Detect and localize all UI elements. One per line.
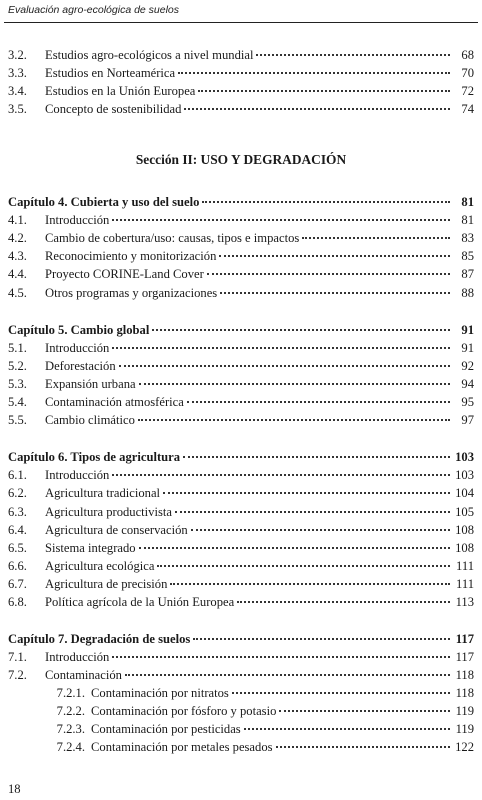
entry-page: 104: [455, 486, 474, 500]
dot-leader: [157, 553, 450, 567]
entry-title: Otros programas y organizaciones: [45, 286, 218, 300]
entry-title: Agricultura de conservación: [45, 523, 188, 537]
dot-leader: [191, 517, 450, 531]
entry-page: 97: [461, 413, 474, 427]
entry-page: 108: [455, 523, 474, 537]
entry-title: Contaminación por pesticidas: [91, 722, 241, 736]
entry-number: 4.5.: [8, 286, 27, 300]
entry-page: 94: [461, 377, 474, 391]
entry-number: 5.5.: [8, 413, 27, 427]
entry-title: Agricultura tradicional: [45, 486, 161, 500]
dot-leader: [237, 589, 450, 603]
entry-number: 3.5.: [8, 102, 27, 116]
dot-leader: [178, 60, 450, 74]
entry-number: 6.4.: [8, 523, 27, 537]
toc-subentry: [8, 737, 474, 755]
entry-number: 5.3.: [8, 377, 27, 391]
entry-number: 6.2.: [8, 486, 27, 500]
entry-number: 4.2.: [8, 231, 27, 245]
entry-page: 113: [455, 595, 474, 609]
entry-page: 118: [455, 668, 474, 682]
dot-leader: [276, 734, 450, 748]
entry-number: 6.8.: [8, 595, 27, 609]
entry-title: Contaminación por fósforo y potasio: [91, 704, 277, 718]
entry-title: Introducción: [45, 341, 110, 355]
dot-leader: [112, 644, 450, 658]
entry-number: 6.3.: [8, 505, 27, 519]
entry-number: 7.2.1.: [56, 686, 85, 700]
entry-number: 6.6.: [8, 559, 27, 573]
dot-leader: [125, 662, 450, 676]
chapter-title: Capítulo 6. Tipos de agricultura: [8, 450, 181, 464]
entry-page: 117: [455, 650, 474, 664]
entry-title: Estudios agro-ecológicos a nivel mundial: [45, 48, 254, 62]
dot-leader: [112, 207, 450, 221]
entry-page: 91: [461, 341, 474, 355]
chapter-title: Capítulo 7. Degradación de suelos: [8, 632, 191, 646]
entry-number: 7.1.: [8, 650, 27, 664]
entry-page: 95: [461, 395, 474, 409]
entry-title: Sistema integrado: [45, 541, 136, 555]
entry-title: Contaminación: [45, 668, 122, 682]
entry-title: Introducción: [45, 213, 110, 227]
entry-page: 119: [455, 722, 474, 736]
chapter-title: Capítulo 5. Cambio global: [8, 323, 150, 337]
entry-page: 92: [461, 359, 474, 373]
entry-title: Introducción: [45, 468, 110, 482]
entry-page: 103: [455, 468, 474, 482]
dot-leader: [183, 444, 450, 458]
dot-leader: [152, 317, 450, 331]
dot-leader: [175, 499, 450, 513]
entry-page: 111: [456, 559, 474, 573]
entry-title: Cambio climático: [45, 413, 135, 427]
entry-number: 4.3.: [8, 249, 27, 263]
entry-page: 74: [461, 102, 474, 116]
toc-entry: [8, 283, 474, 301]
chapter-page: 81: [461, 195, 474, 209]
entry-number: 3.2.: [8, 48, 27, 62]
dot-leader: [112, 335, 450, 349]
entry-number: 7.2.: [8, 668, 27, 682]
dot-leader: [119, 353, 450, 367]
entry-page: 70: [461, 66, 474, 80]
dot-leader: [193, 626, 450, 640]
toc-entry: [8, 99, 474, 117]
dot-leader: [302, 225, 450, 239]
toc-entry: [8, 592, 474, 610]
entry-title: Cambio de cobertura/uso: causas, tipos e impactos: [45, 231, 300, 245]
chapter-title: Capítulo 4. Cubierta y uso del suelo: [8, 195, 200, 209]
dot-leader: [138, 407, 450, 421]
entry-page: 85: [461, 249, 474, 263]
entry-number: 4.4.: [8, 267, 27, 281]
entry-page: 105: [455, 505, 474, 519]
toc-entry: [8, 410, 474, 428]
dot-leader: [184, 96, 450, 110]
entry-title: Introducción: [45, 650, 110, 664]
dot-leader: [187, 389, 450, 403]
entry-number: 3.3.: [8, 66, 27, 80]
chapter-page: 117: [455, 632, 474, 646]
entry-page: 81: [461, 213, 474, 227]
entry-number: 5.4.: [8, 395, 27, 409]
entry-title: Estudios en la Unión Europea: [45, 84, 196, 98]
entry-number: 6.7.: [8, 577, 27, 591]
dot-leader: [279, 698, 450, 712]
dot-leader: [139, 535, 450, 549]
entry-number: 3.4.: [8, 84, 27, 98]
entry-title: Contaminación por nitratos: [91, 686, 229, 700]
running-header: Evaluación agro-ecológica de suelos: [8, 4, 180, 16]
entry-title: Proyecto CORINE-Land Cover: [45, 267, 204, 281]
entry-page: 87: [461, 267, 474, 281]
chapter-page: 91: [461, 323, 474, 337]
dot-leader: [163, 480, 450, 494]
entry-title: Expansión urbana: [45, 377, 136, 391]
entry-page: 68: [461, 48, 474, 62]
entry-title: Concepto de sostenibilidad: [45, 102, 182, 116]
entry-page: 108: [455, 541, 474, 555]
page-number: 18: [8, 782, 21, 796]
entry-page: 118: [455, 686, 474, 700]
chapter-page: 103: [455, 450, 474, 464]
entry-page: 88: [461, 286, 474, 300]
section-title: Sección II: USO Y DEGRADACIÓN: [135, 152, 347, 167]
entry-title: Contaminación atmosférica: [45, 395, 184, 409]
dot-leader: [220, 280, 450, 294]
entry-title: Deforestación: [45, 359, 116, 373]
entry-page: 72: [461, 84, 474, 98]
dot-leader: [170, 571, 450, 585]
entry-title: Reconocimiento y monitorización: [45, 249, 217, 263]
dot-leader: [112, 462, 450, 476]
entry-title: Agricultura productivista: [45, 505, 172, 519]
entry-number: 5.1.: [8, 341, 27, 355]
entry-page: 122: [455, 740, 474, 754]
entry-title: Agricultura de precisión: [45, 577, 168, 591]
dot-leader: [219, 243, 450, 257]
header-rule: [4, 22, 478, 23]
entry-number: 7.2.3.: [56, 722, 85, 736]
entry-title: Agricultura ecológica: [45, 559, 155, 573]
dot-leader: [198, 78, 450, 92]
entry-title: Estudios en Norteamérica: [45, 66, 176, 80]
dot-leader: [244, 716, 450, 730]
entry-page: 111: [456, 577, 474, 591]
dot-leader: [202, 189, 450, 203]
entry-number: 6.5.: [8, 541, 27, 555]
entry-number: 4.1.: [8, 213, 27, 227]
entry-page: 83: [461, 231, 474, 245]
entry-title: Política agrícola de la Unión Europea: [45, 595, 235, 609]
entry-number: 7.2.4.: [56, 740, 85, 754]
entry-number: 6.1.: [8, 468, 27, 482]
dot-leader: [232, 680, 450, 694]
dot-leader: [256, 42, 450, 56]
entry-number: 5.2.: [8, 359, 27, 373]
entry-number: 7.2.2.: [56, 704, 85, 718]
entry-title: Contaminación por metales pesados: [91, 740, 273, 754]
dot-leader: [207, 261, 450, 275]
entry-page: 119: [455, 704, 474, 718]
dot-leader: [139, 371, 450, 385]
